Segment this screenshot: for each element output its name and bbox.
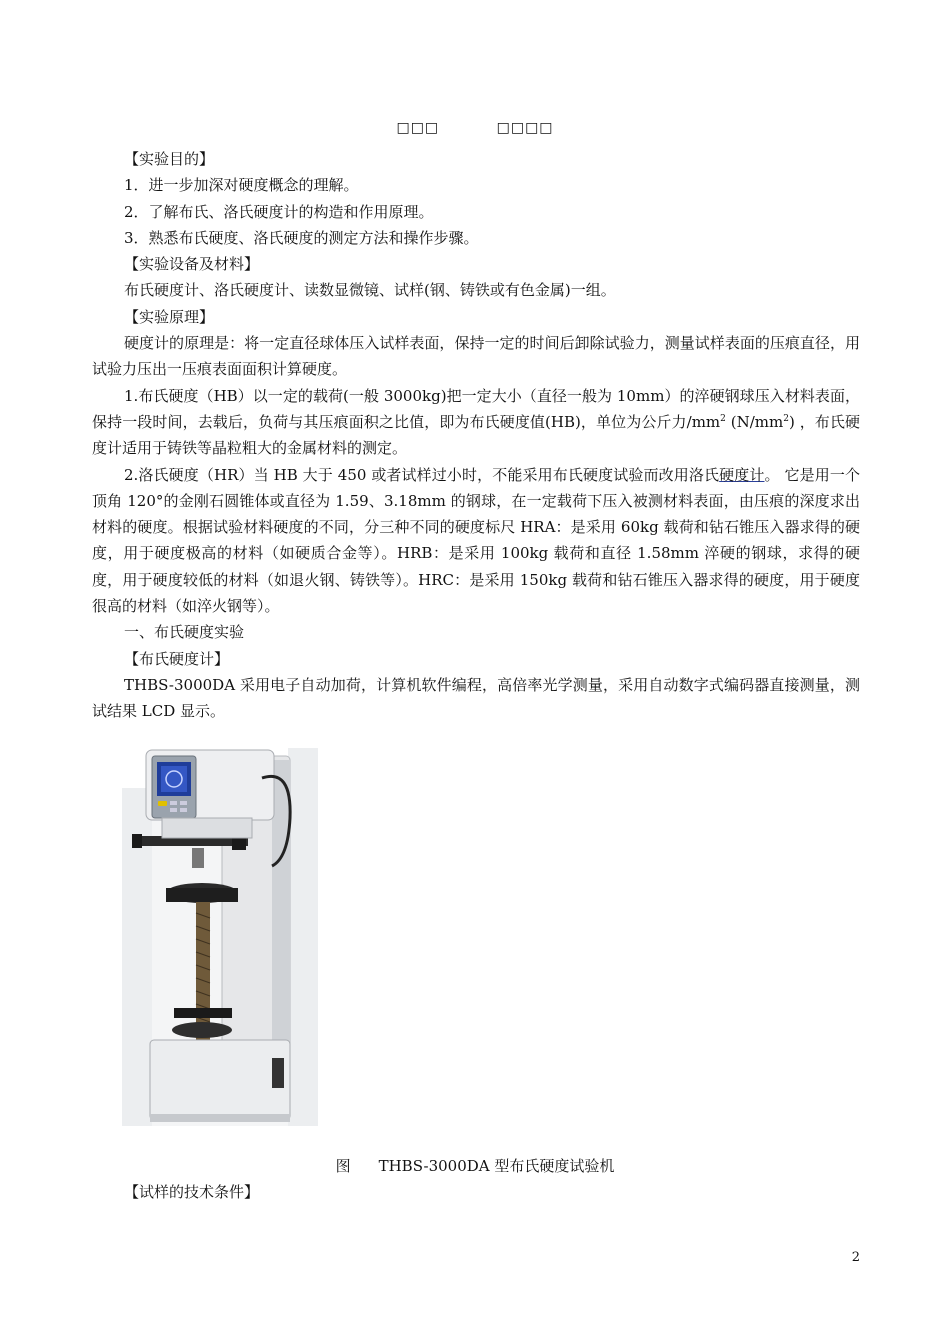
hardness-tester-link[interactable]: 硬度计: [719, 465, 765, 484]
caption-prefix: 图: [335, 1157, 351, 1175]
title-right: □□□□: [496, 120, 554, 136]
rockwell-text-b: 。 它是用一个顶角 120°的金刚石圆锥体或直径为 1.59、3.18mm 的钢球，在一定载荷下压入被测材料表面，由压痕的深度求出材料的硬度。根据试验材料硬度的不同，分三种不同的硬度标尺 HRA：是采用 60kg 载荷和钻石锥压入器求得的硬度，用于硬度极高的材料（如硬质合金等）。HRB：是采用 100kg 载荷和直径 1.58mm 淬硬的钢球，求得的硬度，用于硬度较低的材料（如退火钢、铸铁等）。HRC：是采用 150kg 载荷和钻石锥压入器求得的硬度，用于硬度很高的材料（如淬火钢等）。: [92, 465, 860, 616]
page-title: [0, 120, 950, 136]
equipment-text: 布氏硬度计、洛氏硬度计、读数显微镜、试样(钢、铸铁或有色金属)一组。: [124, 281, 616, 300]
figure-caption: [0, 1155, 950, 1176]
specimen-heading: 【试样的技术条件】: [124, 1183, 260, 1201]
brinell-sup-2: 2: [783, 413, 789, 424]
rockwell-paragraph: [92, 462, 860, 620]
tester-text: THBS-3000DA 采用电子自动加荷，计算机软件编程，高倍率光学测量，采用自动数字式编码器直接测量，测试结果 LCD 显示。: [92, 675, 860, 721]
part1-heading: 一、布氏硬度实验: [124, 623, 245, 642]
principle-text: 硬度计的原理是：将一定直径球体压入试样表面，保持一定的时间后卸除试验力，测量试样表面的压痕直径，用试验力压出一压痕表面面积计算硬度。: [92, 334, 860, 379]
page-number: 2: [851, 1250, 860, 1265]
brinell-tester-photo: [122, 748, 318, 1126]
principle-heading: 【实验原理】: [124, 307, 215, 326]
brinell-paragraph: [92, 383, 860, 462]
title-left: □□□: [396, 120, 440, 136]
brinell-text-b: (N/mm: [725, 412, 784, 431]
brinell-text-a: 1.布氏硬度（HB）以一定的载荷(一般 3000kg)把一定大小（直径一般为 10mm）的淬硬钢球压入材料表面，保持一段时间，去载后，负荷与其压痕面积之比值，即为布氏硬度值(HB)，单位为公斤力/mm: [92, 386, 860, 431]
purpose-item-3: 3．熟悉布氏硬度、洛氏硬度的测定方法和操作步骤。: [124, 228, 479, 247]
brinell-text-c: ) ，布氏硬度计适用于铸铁等晶粒粗大的金属材料的测定。: [92, 412, 860, 458]
equipment-heading: 【实验设备及材料】: [124, 255, 260, 274]
document-body: [92, 146, 860, 725]
brinell-sup-1: 2: [720, 413, 726, 424]
rockwell-text-a: 2.洛氏硬度（HR）当 HB 大于 450 或者试样过小时，不能采用布氏硬度试验而改用洛氏: [124, 465, 720, 484]
purpose-heading: 【实验目的】: [124, 150, 215, 168]
purpose-item-1: 1．进一步加深对硬度概念的理解。: [124, 176, 359, 195]
purpose-item-2: 2．了解布氏、洛氏硬度计的构造和作用原理。: [124, 202, 434, 221]
tester-heading: 【布氏硬度计】: [124, 649, 230, 668]
caption-text: THBS-3000DA 型布氏硬度试验机: [378, 1157, 615, 1175]
